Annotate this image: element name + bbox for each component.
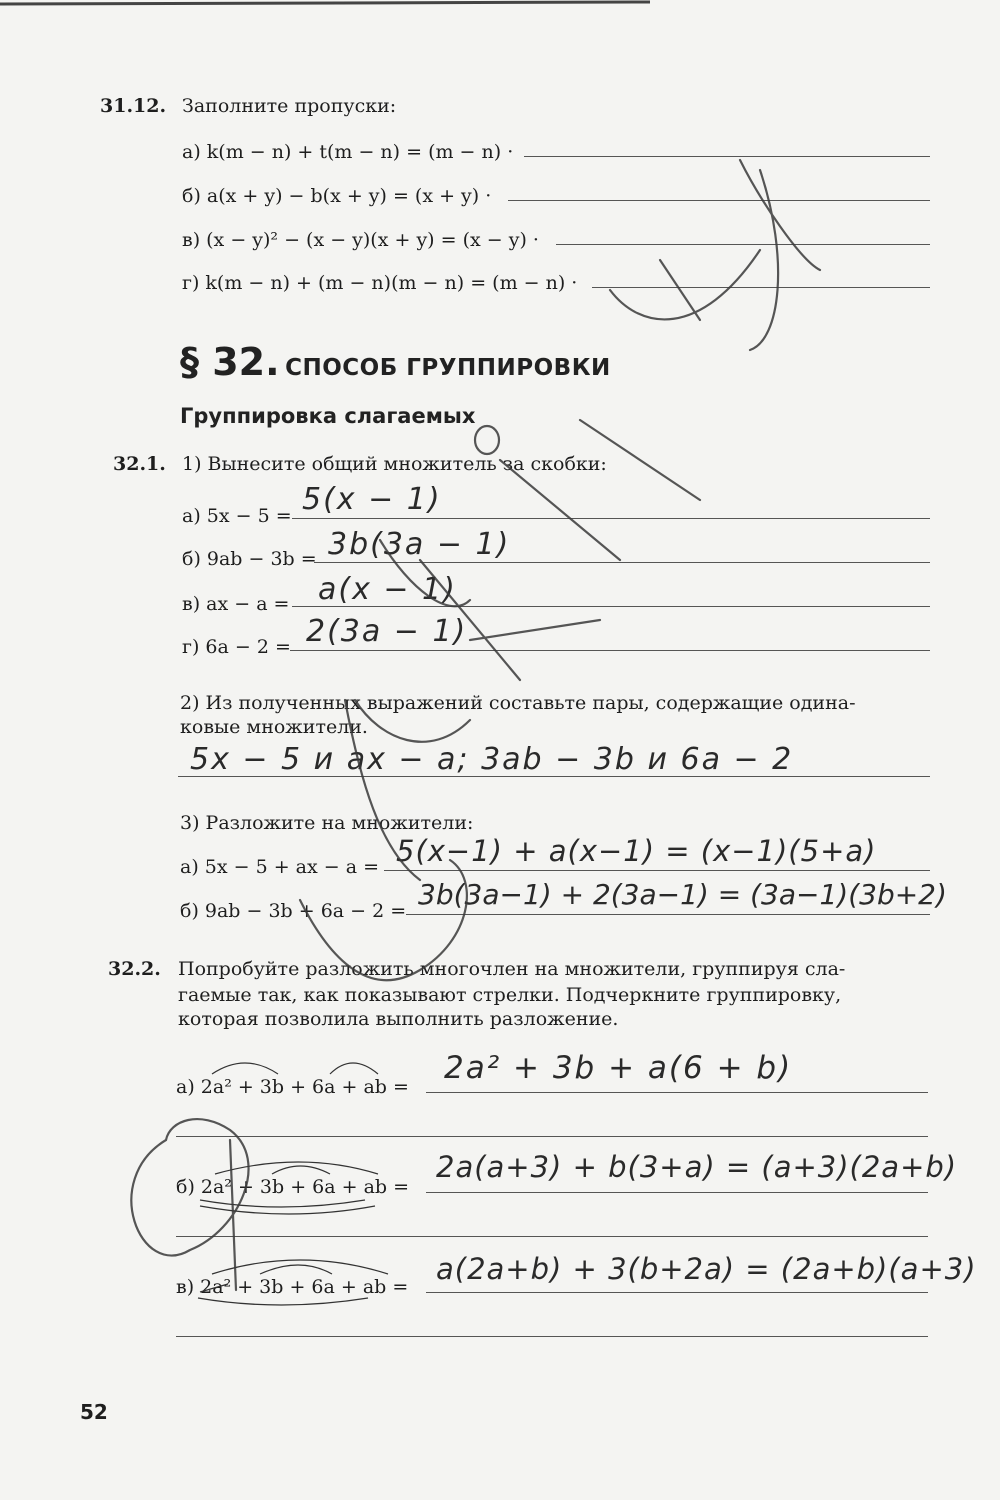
handwritten-answer: 2a(a+3) + b(3+a) = (a+3)(2a+b): [436, 1150, 958, 1184]
answer-line[interactable]: [406, 914, 930, 915]
answer-line[interactable]: [176, 1336, 928, 1337]
answer-line[interactable]: [290, 650, 930, 651]
task-text-line-1: Попробуйте разложить многочлен на множители, группируя сла-: [178, 958, 846, 980]
part1-instruction: 1) Вынесите общий множитель за скобки:: [182, 453, 607, 475]
handwritten-answer: 5(x−1) + a(x−1) = (x−1)(5+a): [396, 834, 877, 868]
answer-line[interactable]: [426, 1192, 928, 1193]
factor-item-b: б) 9ab − 3b =: [182, 548, 317, 570]
section-title: СПОСОБ ГРУППИРОВКИ: [285, 355, 611, 381]
fill-item-a: а) k(m − n) + t(m − n) = (m − n) ·: [182, 141, 514, 163]
fill-item-b: б) a(x + y) − b(x + y) = (x + y) ·: [182, 185, 492, 207]
answer-line[interactable]: [292, 518, 930, 519]
grouping-item-c: в) 2a² + 3b + 6a + ab =: [176, 1276, 409, 1298]
answer-line[interactable]: [592, 287, 930, 288]
factor-item-c: в) ax − a =: [182, 593, 290, 615]
exercise-instruction: Заполните пропуски:: [182, 95, 397, 117]
answer-line[interactable]: [508, 200, 930, 201]
grouping-arrow: [212, 1063, 278, 1074]
handwritten-answer: 2(3a − 1): [306, 614, 468, 649]
exercise-number-31-12: 31.12.: [100, 95, 167, 117]
section-subtitle: Группировка слагаемых: [180, 404, 476, 428]
section-number: § 32.: [180, 340, 280, 384]
factor-item-d: г) 6a − 2 =: [182, 636, 291, 658]
fill-item-c: в) (x − y)² − (x − y)(x + y) = (x − y) ·: [182, 229, 539, 251]
task-text-line-2: гаемые так, как показывают стрелки. Подчеркните группировку,: [178, 984, 842, 1006]
grouping-underline: [200, 1206, 375, 1214]
grouping-arrow: [330, 1063, 378, 1074]
answer-line[interactable]: [556, 244, 930, 245]
grouping-arrow: [260, 1265, 332, 1274]
grouping-underline: [200, 1200, 365, 1207]
exercise-number-32-2: 32.2.: [108, 958, 161, 980]
answer-line[interactable]: [176, 1136, 928, 1137]
answer-line[interactable]: [524, 156, 930, 157]
exercise-number-32-1: 32.1.: [113, 453, 166, 475]
handwritten-answer: a(x − 1): [318, 572, 457, 607]
part2-instruction-cont: ковые множители.: [180, 716, 368, 738]
grouping-item-b: б) 2a² + 3b + 6a + ab =: [176, 1176, 410, 1198]
handwritten-answer: 3b(3a − 1): [328, 527, 511, 562]
page-number: 52: [80, 1400, 108, 1424]
section-heading: [180, 340, 611, 384]
grouping-arrow: [212, 1260, 388, 1274]
handwritten-answer: 2a² + 3b + a(6 + b): [444, 1050, 793, 1086]
handwritten-answer: 5(x − 1): [302, 482, 442, 517]
answer-line[interactable]: [176, 1236, 928, 1237]
answer-line[interactable]: [178, 776, 930, 777]
task-text-line-3: которая позволила выполнить разложение.: [178, 1008, 619, 1030]
grouping-arrow: [272, 1166, 330, 1174]
grouping-underline: [198, 1298, 368, 1305]
handwritten-answer: 3b(3a−1) + 2(3a−1) = (3a−1)(3b+2): [418, 878, 947, 911]
answer-line[interactable]: [426, 1092, 928, 1093]
answer-line[interactable]: [384, 870, 930, 871]
part3-instruction: 3) Разложите на множители:: [180, 812, 474, 834]
grouping-arrow: [215, 1162, 378, 1174]
part2-instruction: 2) Из полученных выражений составьте пары, содержащие одина-: [180, 692, 856, 714]
answer-line[interactable]: [314, 562, 930, 563]
answer-line[interactable]: [426, 1292, 928, 1293]
handwritten-pairs: 5x − 5 и ax − a; 3ab − 3b и 6a − 2: [190, 742, 794, 777]
factor-sum-b: б) 9ab − 3b + 6a − 2 =: [180, 900, 407, 922]
handwritten-answer: a(2a+b) + 3(b+2a) = (2a+b)(a+3): [436, 1252, 977, 1286]
grouping-item-a: а) 2a² + 3b + 6a + ab =: [176, 1076, 409, 1098]
factor-sum-a: а) 5x − 5 + ax − a =: [180, 856, 379, 878]
fill-item-d: г) k(m − n) + (m − n)(m − n) = (m − n) ·: [182, 272, 578, 294]
factor-item-a: а) 5x − 5 =: [182, 505, 292, 527]
